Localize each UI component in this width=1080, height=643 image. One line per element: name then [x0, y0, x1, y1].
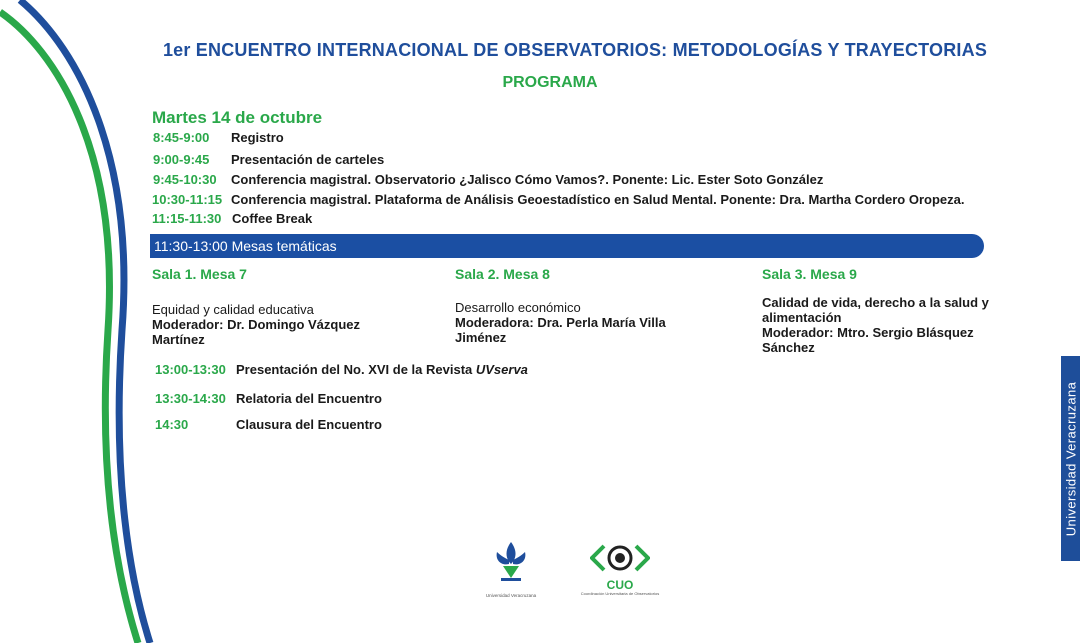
side-label-text: Universidad Veracruzana [1063, 381, 1078, 536]
schedule-row [152, 192, 964, 207]
schedule-time: 11:15-11:30 [152, 211, 222, 226]
schedule-desc: Presentación de carteles [231, 152, 385, 167]
decorative-stripes [0, 0, 160, 643]
schedule-row [152, 211, 312, 226]
schedule-time: 8:45-9:00 [153, 130, 210, 145]
schedule-desc: Conferencia magistral. Observatorio ¿Jalisco Cómo Vamos?. Ponente: Lic. Ester Soto González [231, 172, 824, 187]
schedule-time: 9:00-9:45 [153, 152, 210, 167]
afternoon-time: 13:30-14:30 [155, 391, 226, 406]
afternoon-time: 13:00-13:30 [155, 362, 226, 377]
schedule-desc: Registro [231, 130, 284, 145]
fleur-de-lis-icon [491, 540, 531, 586]
day-heading: Martes 14 de octubre [152, 108, 323, 127]
schedule-row [153, 130, 284, 145]
afternoon-desc: Presentación del No. XVI de la Revista [236, 362, 476, 377]
event-title: 1er ENCUENTRO INTERNACIONAL DE OBSERVATORIOS: METODOLOGÍAS Y TRAYECTORIAS [162, 40, 988, 60]
sala-1-topic: Equidad y calidad educativa [152, 302, 314, 317]
afternoon-row [155, 417, 382, 432]
sala-1-moderator: Moderador: Dr. Domingo Vázquez Martínez [152, 317, 361, 347]
sessions-bar: 11:30-13:00 Mesas temáticas [150, 234, 984, 258]
sala-2-details [455, 300, 705, 345]
sala-2-moderator: Moderadora: Dra. Perla María Villa Jiménez [455, 315, 666, 345]
sala-3-topic: Calidad de vida, derecho a la salud y alimentación [762, 295, 989, 325]
cuo-logo-caption: Coordinación Universitaria de Observatorios [580, 591, 660, 596]
afternoon-desc: Clausura del Encuentro [236, 417, 382, 432]
cuo-logo-text: CUO [606, 578, 634, 592]
afternoon-desc: Relatoria del Encuentro [236, 391, 382, 406]
schedule-row [153, 152, 384, 167]
sala-3-heading: Sala 3. Mesa 9 [762, 266, 857, 282]
cuo-logo [574, 542, 666, 600]
program-heading: PROGRAMA [502, 74, 598, 91]
university-side-label [1061, 356, 1080, 561]
afternoon-row [155, 362, 528, 377]
sala-3-details [762, 295, 1002, 355]
schedule-row [153, 172, 823, 187]
sala-1-heading: Sala 1. Mesa 7 [152, 266, 247, 282]
schedule-time: 9:45-10:30 [153, 172, 217, 187]
afternoon-time: 14:30 [155, 417, 189, 432]
sala-1-details [152, 302, 402, 347]
schedule-time: 10:30-11:15 [152, 192, 223, 207]
sala-3-moderator: Moderador: Mtro. Sergio Blásquez Sánchez [762, 325, 974, 355]
afternoon-desc-italic: UVserva [475, 362, 528, 377]
uv-logo-caption: Universidad Veracruzana [485, 593, 537, 598]
schedule-desc: Conferencia magistral. Plataforma de Análisis Geoestadístico en Salud Mental. Ponente: Dra. Martha Cordero Oropeza. [231, 192, 965, 207]
afternoon-row [155, 391, 382, 406]
eye-icon [590, 542, 650, 574]
sala-2-heading: Sala 2. Mesa 8 [455, 266, 550, 282]
sala-2-topic: Desarrollo económico [455, 300, 581, 315]
schedule-desc: Coffee Break [232, 211, 313, 226]
uv-logo [478, 540, 544, 600]
